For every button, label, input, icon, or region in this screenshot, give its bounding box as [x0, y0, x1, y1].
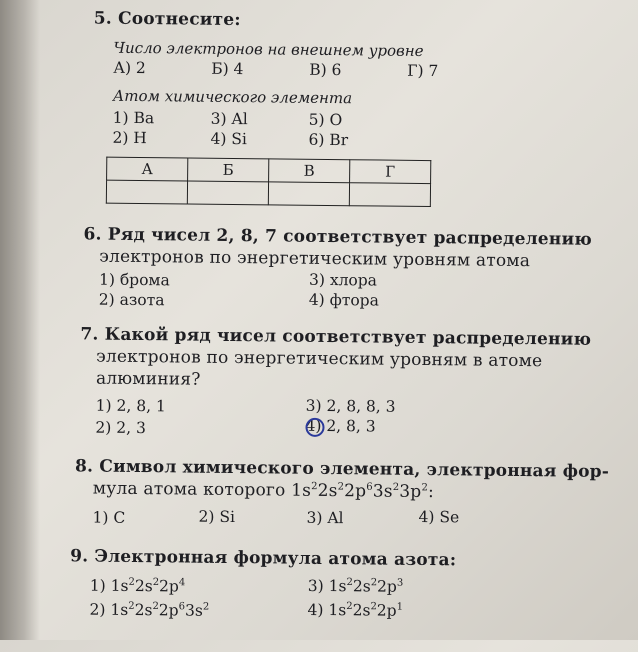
q8-line-2: [93, 479, 434, 503]
q9-option-4: [307, 601, 403, 620]
q5-option-v: В) 6: [309, 60, 342, 80]
q7-option-3: 3) 2, 8, 8, 3: [305, 396, 396, 416]
page-edge-shadow: [0, 0, 40, 640]
q9-option-2-number: 2): [89, 600, 106, 619]
q6-option-3: 3) хлора: [308, 270, 378, 290]
q9-option-3: [308, 577, 404, 596]
q8-line-1: 8. Символ химического элемента, электронная фор-: [74, 456, 610, 482]
q7-option-2: 2) 2, 3: [95, 418, 146, 438]
q5-subtitle-atom: Атом химического элемента: [112, 86, 353, 108]
q5-table-header-b: Б: [188, 158, 269, 182]
q5-table-cell[interactable]: [106, 180, 187, 204]
q9-option-2: [89, 601, 209, 620]
q9-option-1-number: 1): [89, 576, 106, 595]
q8-option-4: 4) Se: [418, 507, 460, 527]
q6-option-2: 2) азота: [98, 290, 165, 310]
q9-option-4-formula: $1s^22s^22p^1$: [328, 601, 404, 620]
q7-option-1: 1) 2, 8, 1: [95, 396, 166, 416]
q5-option-a: А) 2: [113, 58, 146, 78]
q9-title: 9. Электронная формула атома азота:: [70, 546, 457, 571]
q8-formula: $1s^22s^22p^63s^23p^2$:: [291, 480, 435, 503]
q8-option-1: 1) C: [92, 508, 126, 527]
q5-element-6: 6) Br: [308, 130, 349, 150]
q5-header: [94, 9, 241, 31]
q8-option-2: 2) Si: [198, 507, 236, 527]
q8-line-2-prefix: мула атома которого: [92, 478, 286, 501]
q9-option-4-number: 4): [307, 600, 324, 620]
q9-option-1: [90, 577, 186, 596]
q5-subtitle-electrons: Число электронов на внешнем уровне: [113, 38, 424, 60]
q6-line-1: 6. Ряд чисел 2, 8, 7 соответствует распределению: [83, 224, 593, 250]
q9-option-3-number: 3): [307, 576, 324, 596]
q6-option-4: 4) фтора: [308, 290, 379, 310]
q7-option-4-number: 4): [305, 416, 322, 435]
q7-line-1: 7. Какой ряд чисел соответствует распределению: [80, 324, 592, 350]
q5-answer-table: [106, 157, 431, 207]
q5-element-5: 5) O: [308, 110, 343, 130]
q5-table-header-v: В: [269, 159, 350, 183]
q9-option-2-formula: $1s^22s^22p^63s^2$: [110, 600, 210, 620]
q5-table-cell[interactable]: [349, 183, 430, 207]
pen-circle-mark: [305, 418, 324, 437]
worksheet-page: [37, 0, 628, 652]
q5-number: 5.: [93, 8, 113, 29]
q5-table-cell[interactable]: [187, 181, 268, 205]
q7-option-4-text: 2, 8, 3: [326, 416, 376, 436]
q5-element-2: 2) H: [112, 128, 147, 148]
q5-title: Соотнесите:: [117, 8, 241, 31]
q5-element-1: 1) Ba: [112, 108, 155, 128]
q5-element-4: 4) Si: [210, 129, 248, 149]
q9-option-3-formula: $1s^22s^22p^3$: [328, 577, 404, 596]
q5-element-3: 3) Al: [210, 109, 248, 129]
q5-table-header-g: Г: [350, 160, 431, 184]
q5-table-answer-row: [106, 180, 430, 206]
q5-table-header-a: А: [107, 157, 188, 181]
q7-line-2: электронов по энергетическим уровням в атоме: [96, 346, 543, 372]
q6-option-1: 1) брома: [98, 270, 170, 290]
q5-table-header-row: [107, 157, 431, 183]
q7-line-3: алюминия?: [95, 368, 201, 390]
q6-line-2: электронов по энергетическим уровням атома: [99, 246, 531, 272]
q5-table-cell[interactable]: [268, 182, 349, 206]
q5-option-g: Г) 7: [407, 61, 439, 81]
q8-option-3: 3) Al: [306, 508, 344, 528]
q9-option-1-formula: $1s^22s^22p^4$: [110, 576, 186, 596]
q5-option-b: Б) 4: [211, 59, 244, 79]
